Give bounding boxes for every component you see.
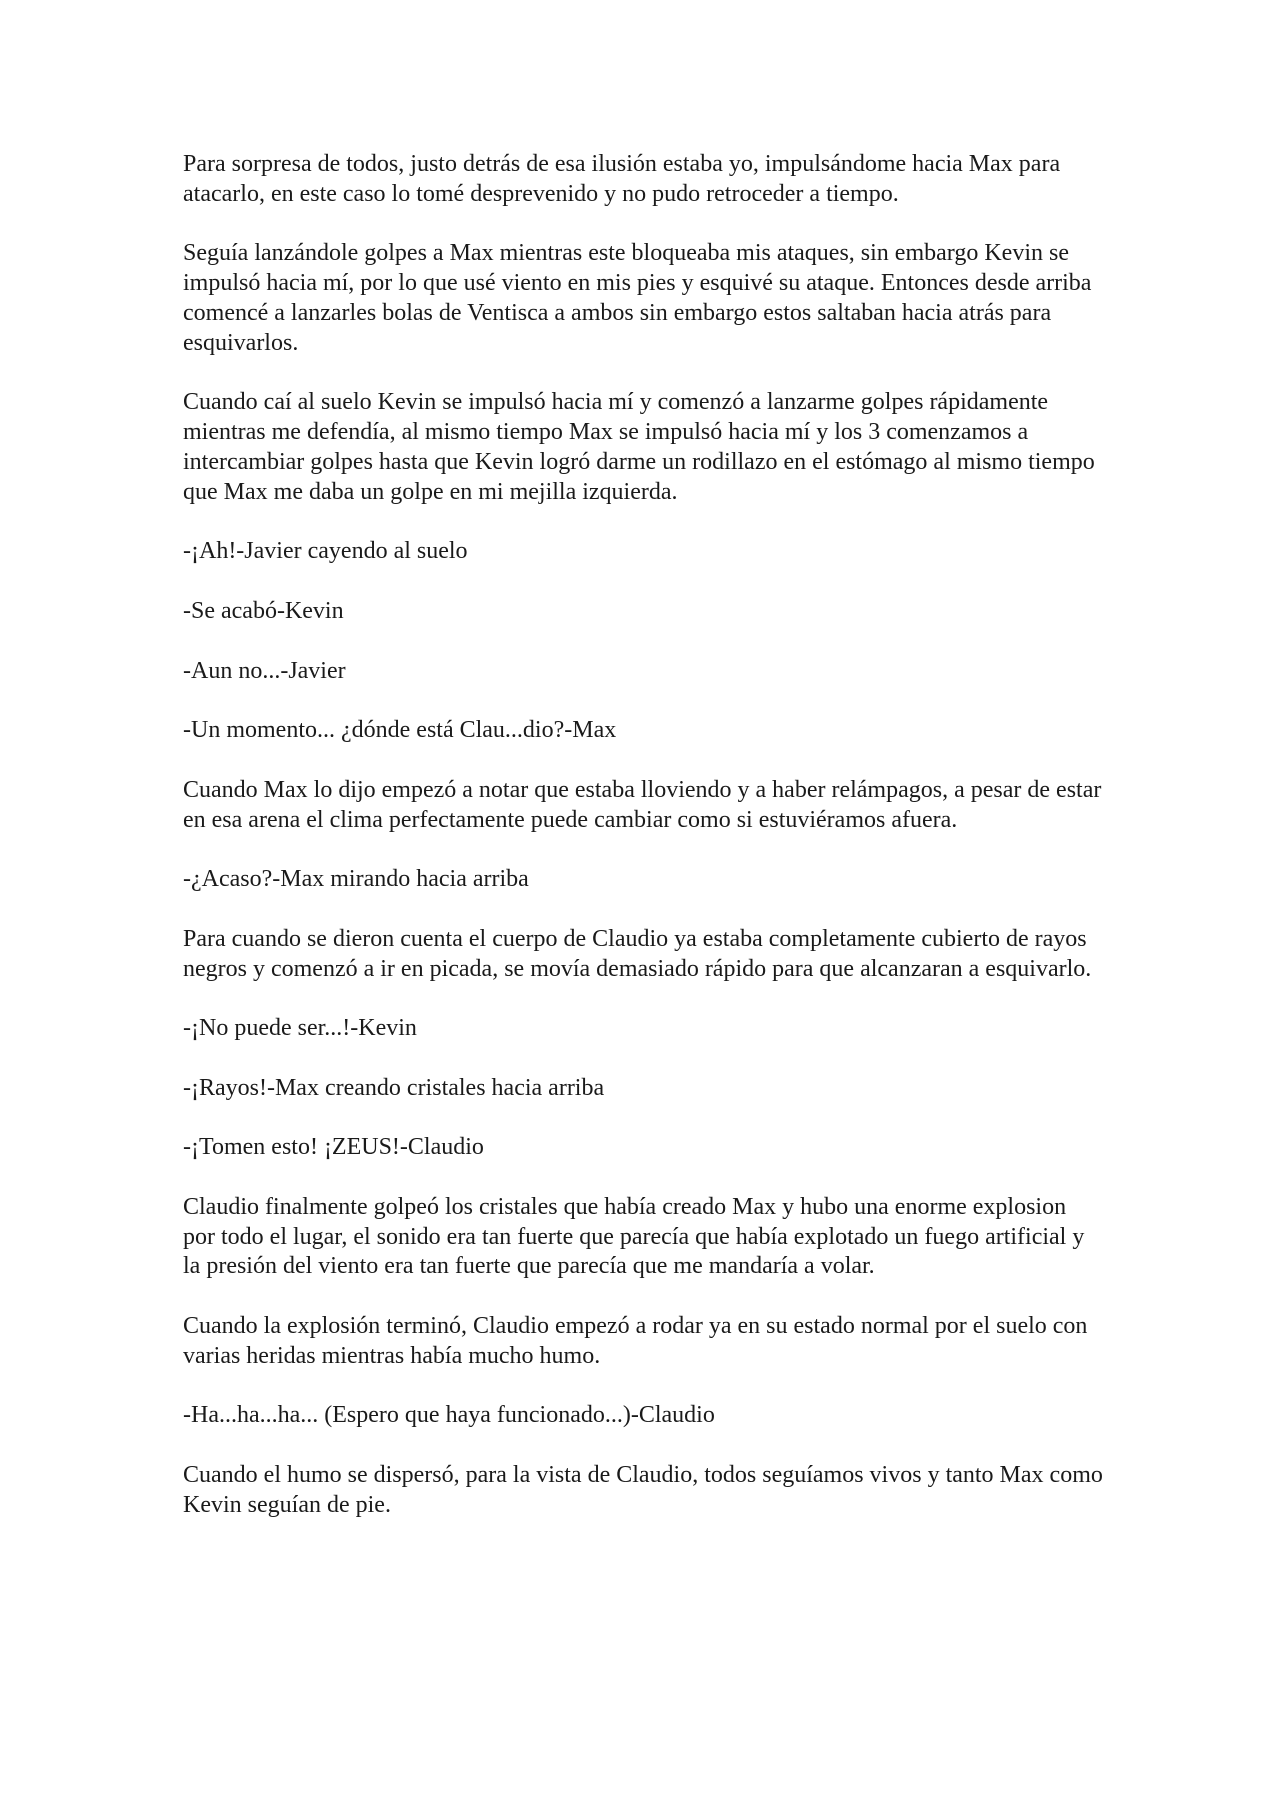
- paragraph-knee-strike: Cuando caí al suelo Kevin se impulsó hacia mí y comenzó a lanzarme golpes rápidamente mientras me defendía, al mismo tiempo Max se impulsó hacia mí y los 3 comenzamos a intercambiar golpes hasta que Kevin logró darme un rodillazo en el estómago al mismo tiempo que Max me daba un golpe en mi mejilla izquierda.: [183, 389, 1095, 505]
- dialogue-line: -Ha...ha...ha... (Espero que haya funcionado...)-Claudio: [183, 1402, 715, 1429]
- paragraph-exchange-blows: Seguía lanzándole golpes a Max mientras este bloqueaba mis ataques, sin embargo Kevin se impulsó hacia mí, por lo que usé viento en mis pies y esquivé su ataque. Entonces desde arriba comencé a lanzarles bolas de Ventisca a ambos sin embargo estos saltaban hacia atrás para esquivarlos.: [183, 240, 1092, 356]
- paragraph-explosion: Claudio finalmente golpeó los cristales que había creado Max y hubo una enorme explosion por todo el lugar, el sonido era tan fuerte que parecía que había explotado un fuego artificial y la presión del viento era tan fuerte que parecía que me mandaría a volar.: [183, 1193, 1085, 1280]
- paragraph-aftermath: Cuando la explosión terminó, Claudio empezó a rodar ya en su estado normal por el suelo con varias heridas mientras había mucho humo.: [183, 1313, 1088, 1369]
- paragraph-black-lightning: Para cuando se dieron cuenta el cuerpo de Claudio ya estaba completamente cubierto de rayos negros y comenzó a ir en picada, se movía demasiado rápido para que alcanzaran a esquivarlo.: [183, 925, 1092, 982]
- dialogue-line: -¡Ah!-Javier cayendo al suelo: [183, 538, 468, 565]
- dialogue-line: -Aun no...-Javier: [183, 657, 346, 684]
- paragraph-weather-change: Cuando Max lo dijo empezó a notar que estaba lloviendo y a haber relámpagos, a pesar de estar en esa arena el clima perfectamente puede cambiar como si estuviéramos afuera.: [183, 776, 1102, 833]
- dialogue-line: -Se acabó-Kevin: [183, 597, 344, 624]
- dialogue-line: -¿Acaso?-Max mirando hacia arriba: [183, 866, 529, 893]
- paragraph-smoke-clears: Cuando el humo se dispersó, para la vista de Claudio, todos seguíamos vivos y tanto Max como Kevin seguían de pie.: [183, 1462, 1103, 1518]
- dialogue-line: -Un momento... ¿dónde está Clau...dio?-Max: [183, 717, 617, 744]
- dialogue-line: -¡Tomen esto! ¡ZEUS!-Claudio: [183, 1134, 484, 1161]
- dialogue-line: -¡Rayos!-Max creando cristales hacia arriba: [183, 1074, 605, 1101]
- dialogue-line: -¡No puede ser...!-Kevin: [183, 1015, 417, 1042]
- document-body: [183, 150, 1103, 1550]
- paragraph-ambush: Para sorpresa de todos, justo detrás de esa ilusión estaba yo, impulsándome hacia Max para atacarlo, en este caso lo tomé desprevenido y no pudo retroceder a tiempo.: [183, 151, 1061, 207]
